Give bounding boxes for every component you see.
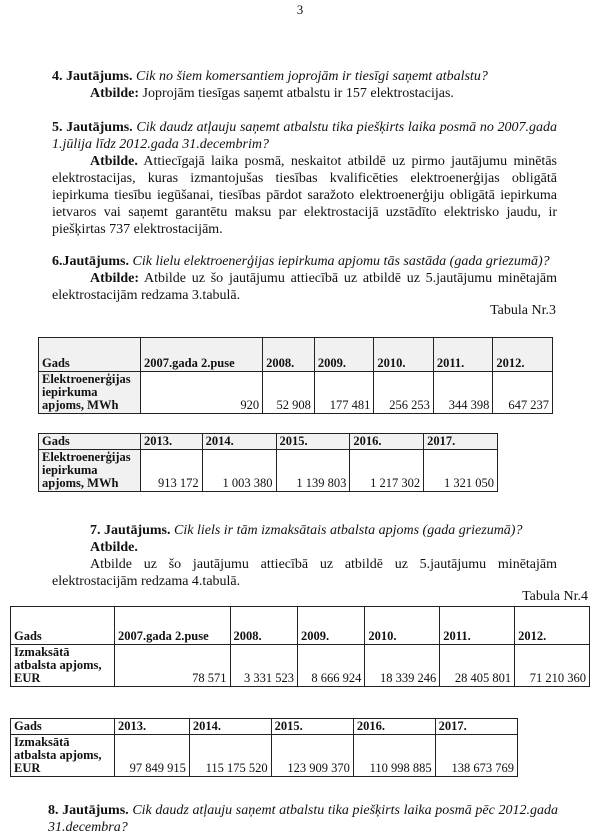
table3-part1 <box>38 337 553 414</box>
q7-answer: Atbilde uz šo jautājumu attiecībā uz atbildē uz 5.jautājumu minētajām elektrostacijām redzama 4.tabulā. <box>52 557 557 589</box>
row-header: Gads <box>11 607 115 645</box>
q5-answer: Attiecīgajā laika posmā, neskaitot atbildē uz pirmo jautājumu minētās elektrostacijas, kuras izmantojušas tiesības kvalificēties elektroenerģijas obligātā iepirkuma tiesību iegūšanai, tiesības pārdot saražoto elektroenerģiju obligātā iepirkuma ietvaros vai saņemt garantētu maksu par elektrostacijā uzstādīto elektrisko jaudu, ir piešķirtas 737 elektrostacijām. <box>52 154 557 237</box>
q4-answer-label: Atbilde: <box>90 86 139 101</box>
row-label: Izmaksātā atbalsta apjoms, EUR <box>11 735 115 777</box>
value-cell: 344 398 <box>433 372 493 414</box>
year-cell: 2015. <box>271 719 353 735</box>
question-5 <box>52 119 557 238</box>
value-cell: 28 405 801 <box>440 645 515 687</box>
year-cell: 2017. <box>424 434 498 450</box>
row-header: Gads <box>11 719 115 735</box>
q7-label: 7. Jautājums. <box>90 523 171 538</box>
year-cell: 2014. <box>189 719 271 735</box>
q6-question: Cik lielu elektroenerģijas iepirkuma apjomu tās sastāda (gada griezumā)? <box>132 254 550 269</box>
value-cell: 913 172 <box>141 450 203 492</box>
q7-answer-label: Atbilde. <box>90 540 138 555</box>
year-cell: 2015. <box>276 434 350 450</box>
table4-part1 <box>10 606 590 687</box>
q7-question: Cik liels ir tām izmaksātais atbalsta apjoms (gada griezumā)? <box>174 523 523 538</box>
row-header: Gads <box>39 338 141 372</box>
year-cell: 2010. <box>365 607 440 645</box>
table4-caption: Tabula Nr.4 <box>522 589 588 604</box>
row-label: Izmaksātā atbalsta apjoms, EUR <box>11 645 115 687</box>
year-cell: 2014. <box>202 434 276 450</box>
q6-answer: Atbilde uz šo jautājumu attiecībā uz atbildē uz 5.jautājumu minētajām elektrostacijām redzama 3.tabulā. <box>52 271 558 303</box>
year-cell: 2012. <box>493 338 553 372</box>
table-row <box>39 338 553 372</box>
value-cell: 97 849 915 <box>115 735 190 777</box>
q5-label: 5. Jautājums. <box>52 120 133 135</box>
value-cell: 8 666 924 <box>297 645 364 687</box>
table-row <box>39 372 553 414</box>
question-4 <box>52 68 557 102</box>
value-cell: 71 210 360 <box>515 645 590 687</box>
value-cell: 138 673 769 <box>435 735 517 777</box>
value-cell: 52 908 <box>263 372 315 414</box>
value-cell: 78 571 <box>115 645 231 687</box>
value-cell: 115 175 520 <box>189 735 271 777</box>
row-header: Gads <box>39 434 141 450</box>
question-8 <box>48 802 558 836</box>
q4-label: 4. Jautājums. <box>52 69 133 84</box>
value-cell: 18 339 246 <box>365 645 440 687</box>
year-cell: 2007.gada 2.puse <box>141 338 263 372</box>
year-cell: 2010. <box>374 338 434 372</box>
year-cell: 2012. <box>515 607 590 645</box>
q5-question: Cik daudz atļauju saņemt atbalstu tika piešķirts laika posmā no 2007.gada 1.jūlija līdz 2012.gada 31.decembrim? <box>52 120 557 152</box>
table-row <box>39 434 498 450</box>
q6-answer-label: Atbilde: <box>90 271 139 286</box>
year-cell: 2016. <box>350 434 424 450</box>
question-7 <box>52 522 557 590</box>
year-cell: 2013. <box>141 434 203 450</box>
year-cell: 2017. <box>435 719 517 735</box>
q6-label: 6.Jautājums. <box>52 254 130 269</box>
table4-part2 <box>10 718 518 777</box>
year-cell: 2009. <box>297 607 364 645</box>
value-cell: 1 003 380 <box>202 450 276 492</box>
table3-caption: Tabula Nr.3 <box>490 303 556 318</box>
row-label: Elektroenerģijas iepirkuma apjoms, MWh <box>39 372 141 414</box>
year-cell: 2007.gada 2.puse <box>115 607 231 645</box>
q4-question: Cik no šiem komersantiem joprojām ir tiesīgi saņemt atbalstu? <box>136 69 488 84</box>
table-row <box>39 450 498 492</box>
year-cell: 2011. <box>433 338 493 372</box>
table-row <box>11 719 518 735</box>
year-cell: 2009. <box>314 338 374 372</box>
table-row <box>11 607 590 645</box>
q8-label: 8. Jautājums. <box>48 803 129 818</box>
value-cell: 920 <box>141 372 263 414</box>
value-cell: 177 481 <box>314 372 374 414</box>
value-cell: 1 321 050 <box>424 450 498 492</box>
value-cell: 1 217 302 <box>350 450 424 492</box>
year-cell: 2011. <box>440 607 515 645</box>
table-row <box>11 735 518 777</box>
value-cell: 256 253 <box>374 372 434 414</box>
q5-answer-label: Atbilde. <box>90 154 138 169</box>
value-cell: 1 139 803 <box>276 450 350 492</box>
table-row <box>11 645 590 687</box>
q4-answer: Joprojām tiesīgas saņemt atbalstu ir 157 elektrostacijas. <box>142 86 454 101</box>
page-number: 3 <box>296 2 304 17</box>
value-cell: 3 331 523 <box>230 645 297 687</box>
value-cell: 110 998 885 <box>353 735 435 777</box>
value-cell: 647 237 <box>493 372 553 414</box>
question-6 <box>52 253 557 304</box>
year-cell: 2013. <box>115 719 190 735</box>
value-cell: 123 909 370 <box>271 735 353 777</box>
table3-part2 <box>38 433 498 492</box>
row-label: Elektroenerģijas iepirkuma apjoms, MWh <box>39 450 141 492</box>
year-cell: 2008. <box>230 607 297 645</box>
year-cell: 2016. <box>353 719 435 735</box>
year-cell: 2008. <box>263 338 315 372</box>
q8-question: Cik daudz atļauju saņemt atbalstu tika piešķirts laika posmā pēc 2012.gada 31.decembra? <box>48 803 558 835</box>
